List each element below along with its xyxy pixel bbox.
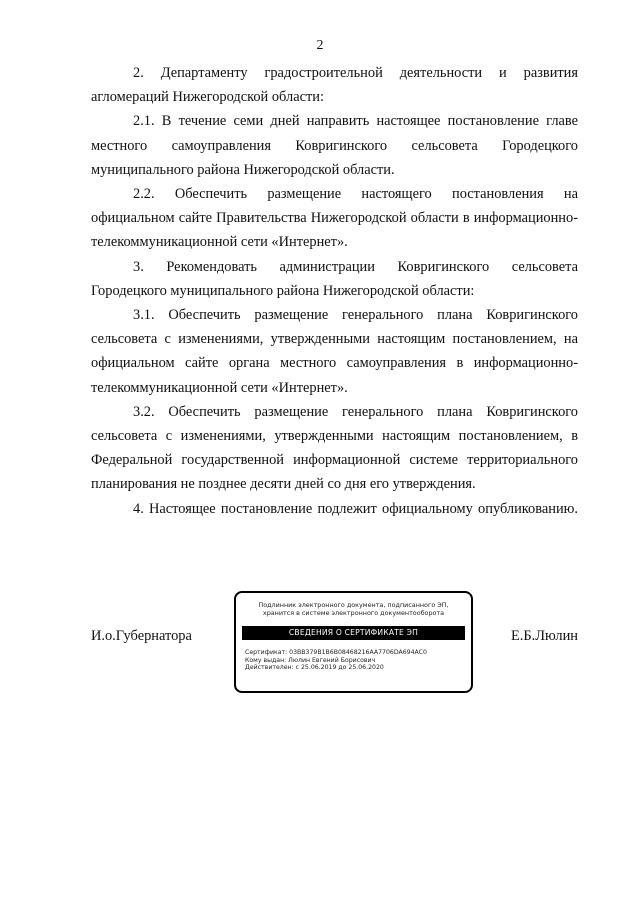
certificate-details — [245, 649, 471, 672]
certificate-owner: Кому выдан: Люлин Евгений Борисович — [245, 656, 376, 664]
signer-position: И.о.Губернатора — [91, 628, 192, 644]
stamp-heading-line-1: Подлинник электронного документа, подписанного ЭП, — [258, 601, 449, 609]
paragraph-3: 3. Рекомендовать администрации Ковригинского сельсовета Городецкого муниципального района Нижегородской области: — [91, 258, 578, 299]
certificate-validity: Действителен: с 25.06.2019 до 25.06.2020 — [245, 664, 384, 672]
document-body — [91, 61, 578, 521]
e-signature-stamp — [234, 591, 473, 693]
page-number: 2 — [316, 38, 324, 53]
paragraph-3-2: 3.2. Обеспечить размещение генерального плана Ковригинского сельсовета с изменениями, утвержденными настоящим постановлением, в Федеральной государственной информационной системе территориального планирования не позднее десяти дней со дня его утверждения. — [91, 403, 578, 493]
paragraph-4: 4. Настоящее постановление подлежит официальному опубликованию. — [133, 500, 578, 517]
signer-name: Е.Б.Люлин — [511, 628, 578, 644]
certificate-info-bar: СВЕДЕНИЯ О СЕРТИФИКАТЕ ЭП — [242, 626, 465, 640]
paragraph-2-1: 2.1. В течение семи дней направить настоящее постановление главе местного самоуправления Ковригинского сельсовета Городецкого муниципального района Нижегородской области. — [91, 113, 578, 178]
certificate-number: Сертификат: 03BB379B1B6B08468216AA7706DA694AC0 — [245, 649, 427, 656]
paragraph-2-2: 2.2. Обеспечить размещение настоящего постановления на официальном сайте Правительства Нижегородской области в информационно-телекоммуникационной сети «Интернет». — [91, 186, 578, 251]
paragraph-2: 2. Департаменту градостроительной деятельности и развития агломераций Нижегородской области: — [91, 65, 578, 106]
stamp-heading-line-2: хранится в системе электронного документооборота — [262, 609, 445, 617]
paragraph-3-1: 3.1. Обеспечить размещение генерального плана Ковригинского сельсовета с изменениями, утвержденными настоящим постановлением, на официальном сайте органа местного самоуправления в информационно-телекоммуникационной сети «Интернет». — [91, 307, 578, 396]
stamp-heading — [236, 601, 471, 617]
